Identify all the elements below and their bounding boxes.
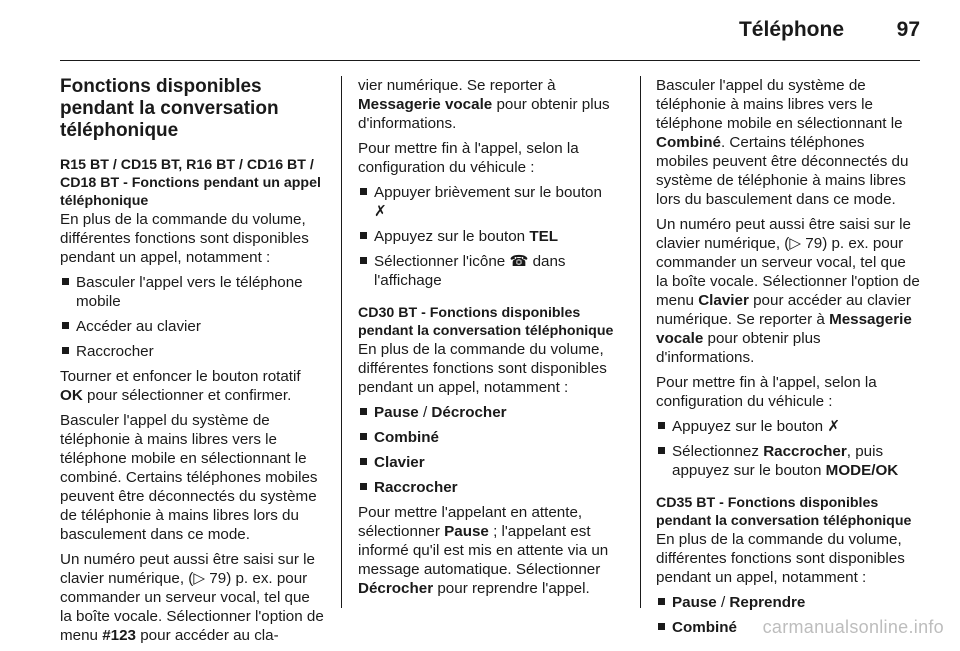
list-item: Basculer l'appel vers le téléphone mobile [60, 273, 324, 311]
page-number: 97 [896, 18, 920, 41]
subheading-r15: R15 BT / CD15 BT, R16 BT / CD16 BT / CD18 BT - Fonctions pendant un appel téléphonique [60, 157, 321, 209]
list-item: Combiné [656, 618, 920, 637]
intro-paragraph: En plus de la commande du volume, différentes fonctions sont disponibles pendant un appel, notamment : [358, 341, 607, 396]
section-title: Téléphone [738, 18, 844, 41]
list-item: Appuyez sur le bouton TEL [358, 227, 622, 246]
column-3 [656, 76, 920, 643]
watermark: carmanualsonline.info [762, 617, 944, 637]
column-divider [341, 76, 342, 608]
paragraph: Basculer l'appel du système de téléphonie à mains libres vers le téléphone mobile en sélectionnant le combiné. Certains téléphones mobiles peuvent être déconnectés du système de téléphonie à mains libres lors du basculement dans ce mode. [60, 412, 318, 543]
intro-paragraph: En plus de la commande du volume, différentes fonctions sont disponibles pendant un appel, notamment : [60, 211, 309, 266]
list-item: Sélectionner l'icône ☎ dans l'affichage [358, 252, 622, 290]
list-item: Pause / Décrocher [358, 403, 622, 422]
arrow-ref-icon: ▷ [193, 570, 206, 587]
list-item: Appuyez sur le bouton ✗ [656, 417, 920, 436]
column-2 [358, 76, 622, 604]
subheading-cd30: CD30 BT - Fonctions disponibles pendant la conversation téléphonique [358, 305, 614, 339]
list-item: Pause / Reprendre [656, 593, 920, 612]
paragraph: Basculer l'appel du système de téléphonie à mains libres vers le téléphone mobile en sélectionnant le Combiné. Certains téléphones mobiles peuvent être déconnectés du système de téléphonie à mains libres lors du basculement dans ce mode. [656, 77, 909, 208]
list-item: Raccrocher [358, 478, 622, 497]
paragraph: Un numéro peut aussi être saisi sur le clavier numérique, (▷ 79) p. ex. pour commander un serveur vocal, tel que la boîte vocale. Sélectionner l'option de menu #123 pour accéder au cla- [60, 551, 324, 644]
list-item: Accéder au clavier [60, 317, 324, 336]
page-reference: 79 [209, 570, 227, 587]
paragraph: Pour mettre fin à l'appel, selon la configuration du véhicule : [358, 140, 579, 176]
arrow-ref-icon: ▷ [789, 235, 802, 252]
header-rule [60, 60, 920, 61]
column-divider [640, 76, 641, 608]
hangup-icon: ☎ [509, 253, 529, 270]
subheading-cd35: CD35 BT - Fonctions disponibles pendant la conversation téléphonique [656, 495, 912, 529]
list-item: Raccrocher [60, 342, 324, 361]
hangup-list [656, 417, 920, 480]
hangup-list [358, 183, 622, 290]
function-list [60, 273, 324, 361]
intro-paragraph: En plus de la commande du volume, différentes fonctions sont disponibles pendant un appel, notamment : [656, 531, 905, 586]
list-item: Clavier [358, 453, 622, 472]
paragraph: Tourner et enfoncer le bouton rotatif OK pour sélectionner et confirmer. [60, 368, 301, 404]
list-item: Combiné [358, 428, 622, 447]
paragraph: Pour mettre l'appelant en attente, sélectionner Pause ; l'appelant est informé qu'il est mis en attente via un message automatique. Sélectionner Décrocher pour reprendre l'appel. [358, 504, 609, 597]
list-item: Sélectionnez Raccrocher, puis appuyez sur le bouton MODE/OK [656, 442, 920, 480]
function-list [358, 403, 622, 497]
phone-off-icon: ✗ [374, 203, 387, 220]
phone-off-icon: ✗ [827, 418, 841, 435]
paragraph: Un numéro peut aussi être saisi sur le clavier numérique, (▷ 79) p. ex. pour commander un serveur vocal, tel que la boîte vocale. Sélectionner l'option de menu Clavier pour accéder au clavier numérique. Se reporter à Messagerie vocale pour obtenir plus d'informations. [656, 216, 920, 366]
column-1 [60, 76, 324, 651]
paragraph: vier numérique. Se reporter à Messagerie vocale pour obtenir plus d'informations. [358, 77, 610, 132]
main-heading: Fonctions disponibles pendant la conversation téléphonique [60, 76, 279, 141]
list-item: Appuyer brièvement sur le bouton ✗ [358, 183, 622, 221]
page-header [0, 0, 960, 62]
paragraph: Pour mettre fin à l'appel, selon la configuration du véhicule : [656, 374, 877, 410]
page-reference: 79 [805, 235, 823, 252]
